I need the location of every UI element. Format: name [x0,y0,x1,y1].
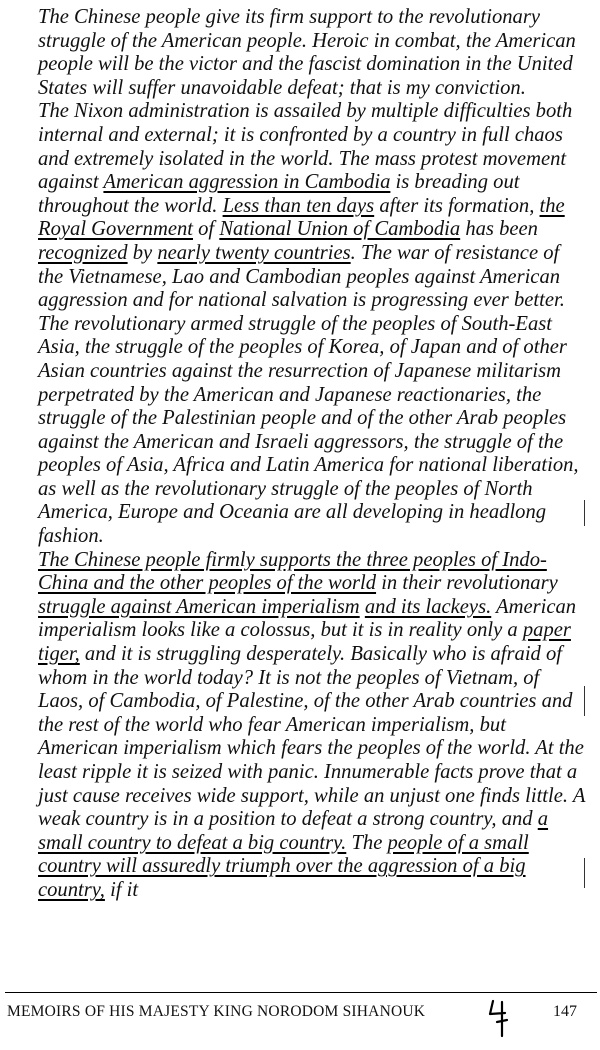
underlined-phrase: the Royal Government [38,194,565,241]
paragraph-2-text: after its formation, [374,194,540,217]
margin-pencil-mark [584,858,585,888]
handwritten-4-mark [485,998,509,1038]
paragraph-2-text: of [192,218,220,241]
underlined-phrase: paper tiger, [38,619,571,666]
page-number: 147 [553,1003,577,1020]
margin-pencil-mark [584,500,585,526]
underlined-phrase: nearly twenty countries [157,241,351,264]
underlined-phrase: a small country to defeat a big country. [38,808,549,854]
underlined-phrase: recognized [38,241,128,264]
paragraph-2-text: . The war of resistance of the Vietnamese, Lao and Cambodian peoples against American aggression and for national salvation is progressing ever better. The revolutionary armed struggle of the peoples of South-East Asia, the struggle of the peoples of Korea, of Japan and of other Asian countries against the resurrection of Japanese militarism perpetrated by the American and Japanese reactionaries, the struggle of the Palestinian people and of the other Arab peoples against the American and Israeli aggressors, the struggle of the peoples of Asia, Africa and Latin America for national liberation, as well as the revolutionary struggle of the peoples of North America, Europe and Oceania are all developing in headlong fashion. [38,241,579,548]
underlined-phrase: American aggression in Cambodia [103,171,391,194]
paragraph-3 [38,549,588,903]
paragraph-2-text: is breading out throughout the world. [38,171,520,217]
underlined-phrase: people of a small country will assuredly triumph over the aggression of a big country, [38,831,529,901]
paragraph-1-text: The Chinese people give its firm support to the revolutionary struggle of the American people. Heroic in combat, the American people will be the victor and the fascist domination in the United States will suffer unavoidable defeat; that is my conviction. [38,6,576,99]
underlined-phrase: The Chinese people firmly supports the three peoples of Indo-China and the other peoples of the world [38,548,547,595]
underlined-phrase: National Union of Cambodia [219,218,461,241]
paragraph-3-text: if it [104,878,139,901]
page-body-text [38,6,588,903]
underlined-phrase: and its lackeys. [364,595,492,618]
running-footer-title: MEMOIRS OF HIS MAJESTY KING NORODOM SIHANOUK [7,1003,426,1020]
margin-pencil-mark [584,686,585,716]
paragraph-1 [38,6,588,100]
paragraph-3-text: and it is struggling desperately. Basically who is afraid of whom in the world today? It is not the peoples of Vietnam, of Laos, of Cambodia, of Palestine, of the other Arab countries and the rest of the world who fear American imperialism, but American imperialism which fears the peoples of the world. At the least ripple it is seized with panic. Innumerable facts prove that a just cause receives wide support, while an unjust one finds little. A weak country is in a position to defeat a strong country, and [38,643,586,831]
paragraph-3-text: The [346,831,388,854]
paragraph-2-text: The Nixon administration is assailed by multiple difficulties both internal and external; it is confronted by a country in full chaos and extremely isolated in the world. The mass protest movement against [38,100,573,194]
paragraph-3-text: in their revolutionary [376,572,558,595]
paragraph-2 [38,100,588,548]
paragraph-3-text: American imperialism looks like a colossus, but it is in reality only a [38,595,577,642]
underlined-phrase: struggle against American imperialism [38,595,360,618]
footer-rule [5,992,597,993]
underlined-phrase: Less than ten days [222,194,375,217]
paragraph-2-text: has been [460,218,538,241]
paragraph-2-text: by [127,241,158,264]
